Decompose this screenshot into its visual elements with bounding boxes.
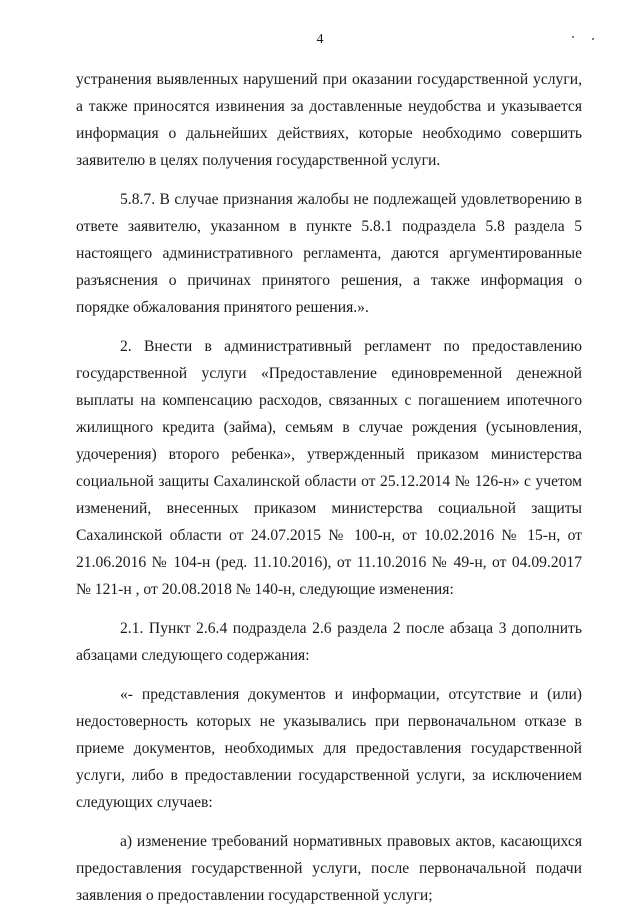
- paragraph-item-2: 2. Внести в административный регламент по предоставлению государственной услуги «Предоставление единовременной денежной выплаты на компенсацию расходов, связанных с погашением ипотечного жилищного кредита (займа), семьям в случае рождения (усыновления, удочерения) второго ребенка», утвержденный приказом министерства социальной защиты Сахалинской области от 25.12.2014 № 126-н» с учетом изменений, внесенных приказом министерства социальной защиты Сахалинской области от 24.07.2015 № 100-н, от 10.02.2016 № 15-н, от 21.06.2016 № 104-н (ред. 11.10.2016), от 11.10.2016 № 49-н, от 04.09.2017 № 121-н , от 20.08.2018 № 140-н, следующие изменения:: [76, 338, 582, 598]
- paragraph-subitem-a: а) изменение требований нормативных правовых актов, касающихся предоставления государственной услуги, после первоначальной подачи заявления о предоставлении государственной услуги;: [76, 833, 582, 904]
- page-number: 4: [316, 32, 324, 47]
- paragraph-quoted-insert: «- представления документов и информации, отсутствие и (или) недостоверность которых не указывались при первоначальном отказе в приеме документов, необходимых для предоставления государственной услуги, либо в предоставлении государственной услуги, за исключением следующих случаев:: [76, 686, 582, 811]
- paragraph-continuation: устранения выявленных нарушений при оказании государственной услуги, а также приносятся извинения за доставленные неудобства и указывается информация о дальнейших действиях, которые необходимо совершить заявителю в целях получения государственной услуги.: [76, 71, 582, 169]
- scan-speck: [572, 36, 574, 38]
- scan-speck: [592, 38, 594, 40]
- paragraph-5-8-7: 5.8.7. В случае признания жалобы не подлежащей удовлетворению в ответе заявителю, указанном в пункте 5.8.1 подраздела 5.8 раздела 5 настоящего административного регламента, даются аргументированные разъяснения о причинах принятого решения, а также информация о порядке обжалования принятого решения.».: [76, 191, 582, 316]
- paragraph-item-2-1: 2.1. Пункт 2.6.4 подраздела 2.6 раздела 2 после абзаца 3 дополнить абзацами следующего содержания:: [76, 620, 582, 664]
- document-body: [76, 66, 582, 909]
